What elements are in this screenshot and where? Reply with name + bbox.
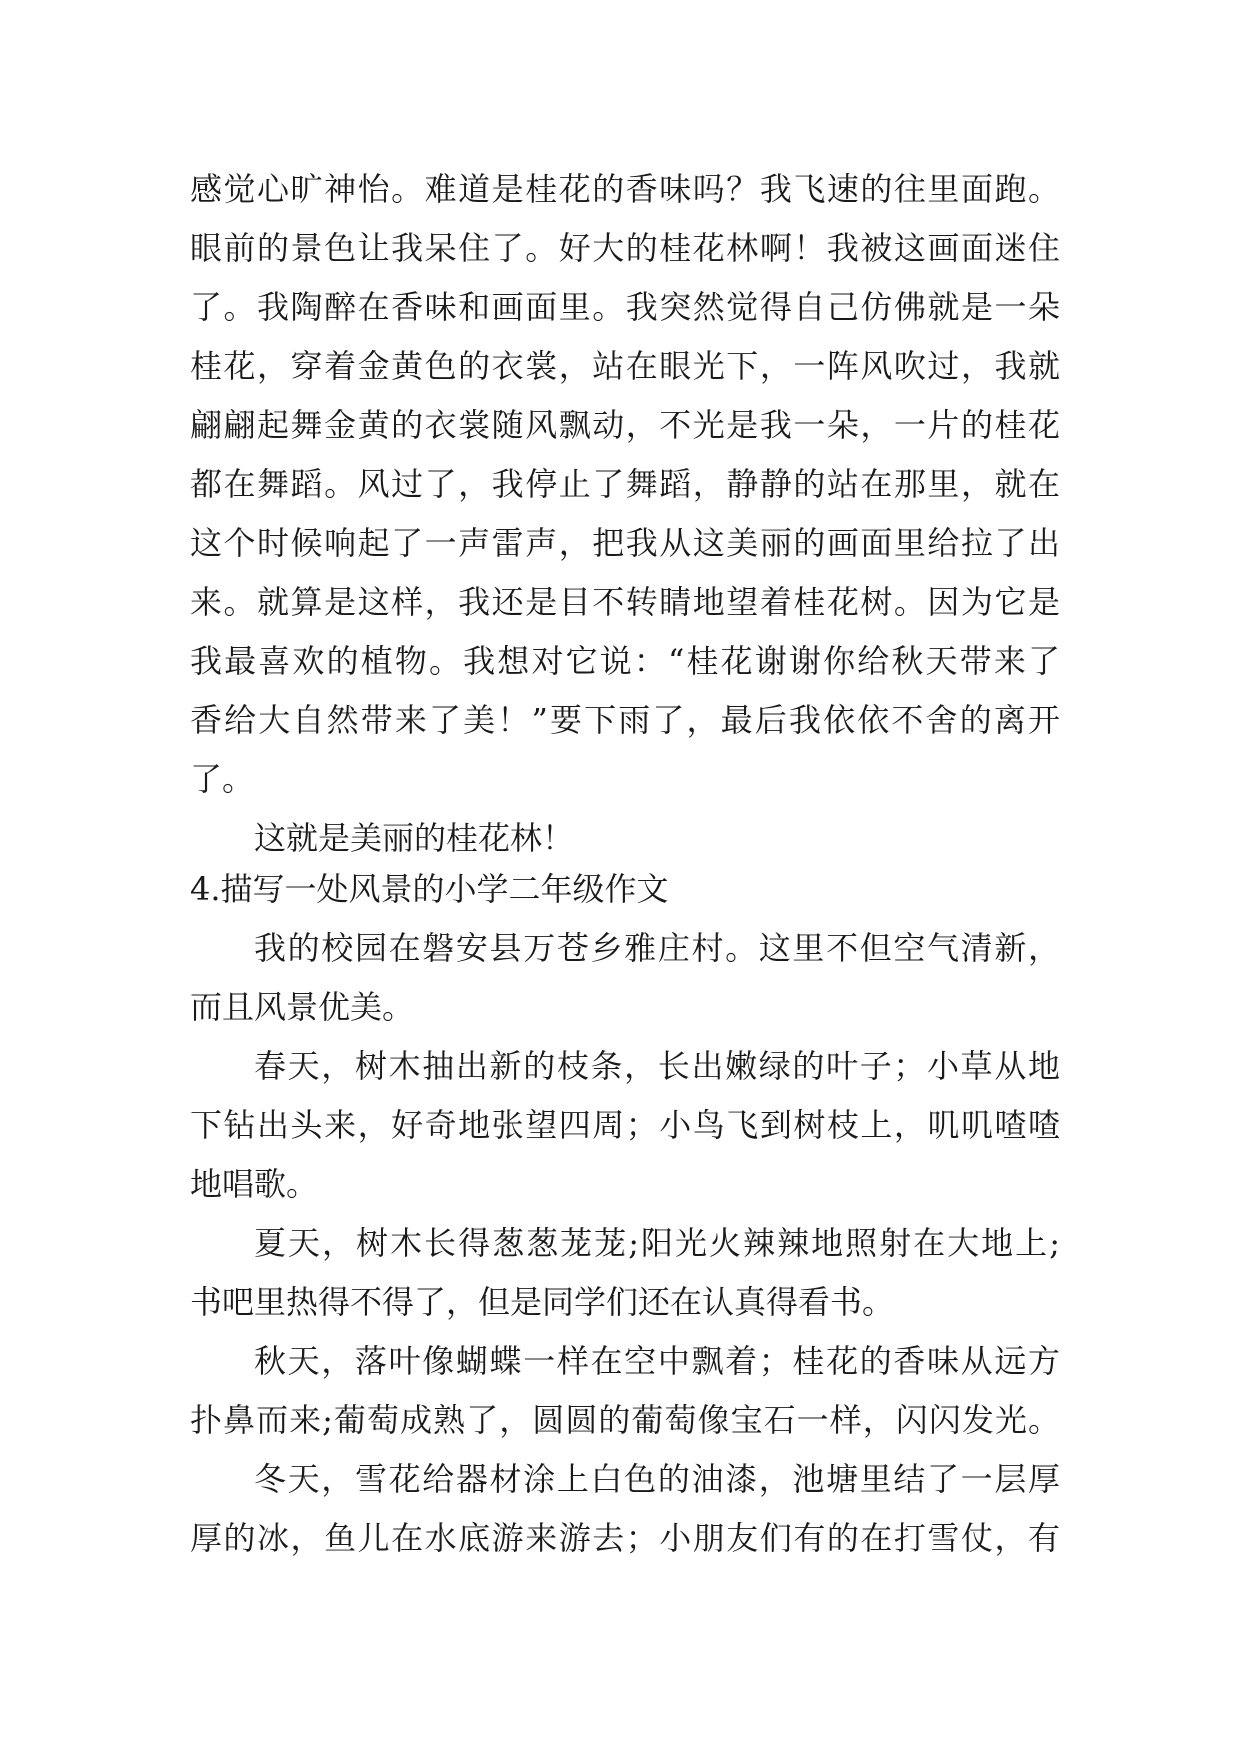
text-line: 了。 [190, 760, 255, 798]
text-line: 这就是美丽的桂花林！ [254, 819, 575, 857]
text-line: 这个时候响起了一声雷声，把我从这美丽的画面里给拉了出 [190, 524, 1060, 562]
text-line: 地唱歌。 [190, 1165, 319, 1203]
text-line: 我的校园在磐安县万苍乡雅庄村。这里不但空气清新， [254, 929, 1060, 967]
text-line: 下钻出头来，好奇地张望四周；小鸟飞到树枝上，叽叽喳喳 [190, 1106, 1060, 1144]
text-line: 眼前的景色让我呆住了。好大的桂花林啊！我被这画面迷住 [190, 229, 1060, 267]
text-line: 扑鼻而来;葡萄成熟了，圆圆的葡萄像宝石一样，闪闪发光。 [190, 1401, 1060, 1439]
text-line: 秋天，落叶像蝴蝶一样在空中飘着；桂花的香味从远方 [254, 1342, 1060, 1380]
text-line: 冬天，雪花给器材涂上白色的油漆，池塘里结了一层厚 [254, 1460, 1060, 1498]
text-line: 春天，树木抽出新的枝条，长出嫩绿的叶子；小草从地 [254, 1047, 1060, 1085]
text-line: 夏天，树木长得葱葱茏茏;阳光火辣辣地照射在大地上; [254, 1224, 1060, 1262]
text-line: 我最喜欢的植物。我想对它说：“桂花谢谢你给秋天带来了 [190, 642, 1060, 680]
text-line: 桂花，穿着金黄色的衣裳，站在眼光下，一阵风吹过，我就 [190, 347, 1060, 385]
text-line: 书吧里热得不得了，但是同学们还在认真得看书。 [190, 1283, 895, 1321]
text-line: 来。就算是这样，我还是目不转睛地望着桂花树。因为它是 [190, 583, 1060, 621]
section-heading: 4.描写一处风景的小学二年级作文 [190, 870, 669, 908]
text-line: 感觉心旷神怡。难道是桂花的香味吗？我飞速的往里面跑。 [190, 170, 1060, 208]
text-line: 而且风景优美。 [190, 988, 415, 1026]
text-line: 香给大自然带来了美！”要下雨了，最后我依依不舍的离开 [190, 701, 1060, 739]
text-line: 了。我陶醉在香味和画面里。我突然觉得自己仿佛就是一朵 [190, 288, 1060, 326]
text-line: 都在舞蹈。风过了，我停止了舞蹈，静静的站在那里，就在 [190, 465, 1060, 503]
text-line: 翩翩起舞金黄的衣裳随风飘动，不光是我一朵，一片的桂花 [190, 406, 1060, 444]
text-line: 厚的冰，鱼儿在水底游来游去；小朋友们有的在打雪仗，有 [190, 1519, 1060, 1557]
